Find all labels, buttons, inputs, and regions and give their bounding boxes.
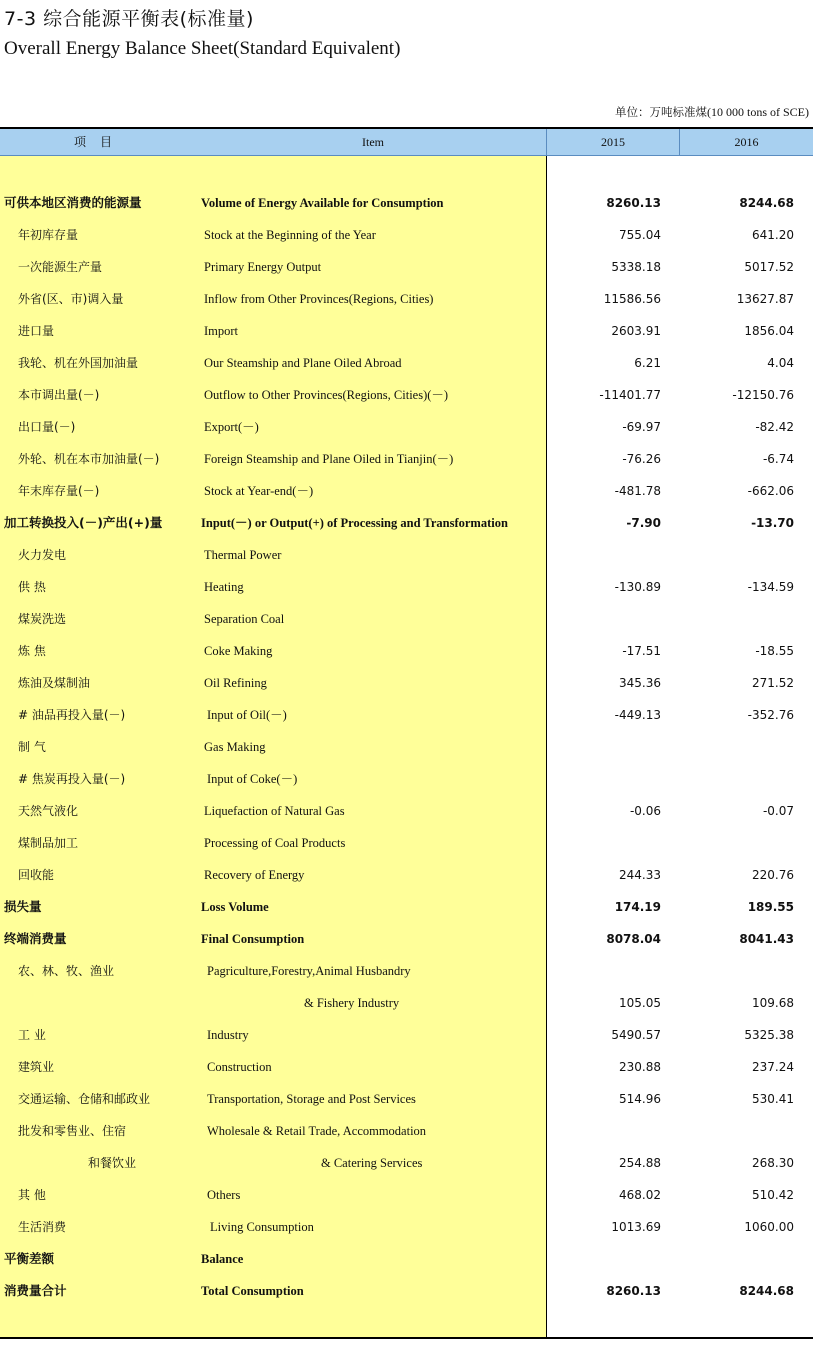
table-row — [0, 699, 813, 731]
value-2016: -662.06 — [747, 484, 794, 498]
row-label-cn: # 油品再投入量(－) — [18, 708, 126, 722]
value-2015: 1013.69 — [611, 1220, 661, 1234]
header-item-cn: 项目 — [73, 135, 126, 149]
value-2016: 8244.68 — [739, 196, 794, 210]
energy-balance-table — [0, 127, 813, 1339]
header-year-2016: 2016 — [734, 135, 759, 149]
value-2016: 1060.00 — [744, 1220, 794, 1234]
value-2015: -130.89 — [614, 580, 661, 594]
table-row — [0, 1243, 813, 1275]
value-2016: 237.24 — [752, 1060, 794, 1074]
row-label-cn: 交通运输、仓储和邮政业 — [18, 1092, 151, 1106]
value-2016: 271.52 — [752, 676, 794, 690]
row-label-en: Liquefaction of Natural Gas — [204, 804, 345, 818]
value-2016: 5325.38 — [744, 1028, 794, 1042]
row-label-cn: 我轮、机在外国加油量 — [18, 356, 139, 370]
row-label-en: Primary Energy Output — [204, 260, 322, 274]
row-label-en: Oil Refining — [204, 676, 267, 690]
row-label-cn: 终端消费量 — [4, 931, 67, 946]
row-label-cn: 炼油及煤制油 — [18, 676, 91, 690]
value-2015: -449.13 — [614, 708, 661, 722]
value-2016: 268.30 — [752, 1156, 794, 1170]
table-bottom-rule — [0, 1337, 813, 1339]
value-2016: -82.42 — [755, 420, 794, 434]
row-label-en: Heating — [204, 580, 244, 594]
value-2015: 2603.91 — [611, 324, 661, 338]
row-label-cn: 建筑业 — [18, 1060, 55, 1074]
row-label-en: Processing of Coal Products — [204, 836, 346, 850]
unit-label-en: (10 000 tons of SCE) — [707, 105, 809, 119]
table-row — [0, 1275, 813, 1307]
row-label-cn: 煤制品加工 — [18, 836, 79, 850]
value-2015 — [547, 539, 661, 571]
row-label-en: Volume of Energy Available for Consumption — [201, 196, 444, 210]
header-item-en: Item — [362, 135, 384, 149]
value-2015: -17.51 — [622, 644, 661, 658]
value-2016: -134.59 — [747, 580, 794, 594]
value-2015: 174.19 — [614, 900, 661, 914]
value-2015: -7.90 — [626, 516, 661, 530]
row-label-en: Input of Coke(－) — [207, 772, 298, 786]
value-2016 — [680, 827, 794, 859]
row-label-cn: 天然气液化 — [18, 804, 79, 818]
unit-label — [615, 104, 809, 120]
row-label-cn: 年初库存量 — [18, 228, 79, 242]
table-row — [0, 411, 813, 443]
row-label-en: Gas Making — [204, 740, 266, 754]
row-label-cn: 外轮、机在本市加油量(－) — [18, 452, 160, 466]
value-2015: 105.05 — [619, 996, 661, 1010]
value-2015: -69.97 — [622, 420, 661, 434]
row-label-en: Recovery of Energy — [204, 868, 305, 882]
value-2016: 1856.04 — [744, 324, 794, 338]
row-label-en: Input(－) or Output(+) of Processing and Transformation — [201, 516, 508, 530]
row-label-en: Others — [207, 1188, 241, 1202]
table-row — [0, 1211, 813, 1243]
row-label-cn: 年末库存量(－) — [18, 484, 100, 498]
page-title-en: Overall Energy Balance Sheet(Standard Equivalent) — [4, 38, 401, 59]
row-label-en: Thermal Power — [204, 548, 282, 562]
row-label-cn: 制 气 — [18, 740, 46, 754]
row-label-cn: 消费量合计 — [4, 1283, 67, 1298]
row-label-cn: 批发和零售业、住宿 — [18, 1124, 127, 1138]
value-2015: 345.36 — [619, 676, 661, 690]
value-2015 — [547, 827, 661, 859]
row-label-en: & Catering Services — [321, 1156, 423, 1170]
row-label-en: Transportation, Storage and Post Services — [207, 1092, 416, 1106]
value-2016: -352.76 — [747, 708, 794, 722]
value-2016: 530.41 — [752, 1092, 794, 1106]
table-row — [0, 891, 813, 923]
value-2015: 8078.04 — [606, 932, 661, 946]
value-2015: -11401.77 — [599, 388, 661, 402]
header-year-2015: 2015 — [601, 135, 625, 149]
row-label-en: Stock at Year-end(－) — [204, 484, 314, 498]
table-row — [0, 1019, 813, 1051]
row-label-cn: 出口量(－) — [18, 420, 76, 434]
table-row — [0, 1051, 813, 1083]
row-label-en: Wholesale & Retail Trade, Accommodation — [207, 1124, 427, 1138]
value-2015 — [547, 731, 661, 763]
value-2016 — [680, 603, 794, 635]
value-2016: -6.74 — [762, 452, 794, 466]
row-label-cn: 进口量 — [18, 324, 55, 338]
value-2016: -18.55 — [755, 644, 794, 658]
table-row — [0, 923, 813, 955]
table-header — [0, 129, 813, 156]
row-label-en: Final Consumption — [201, 932, 305, 946]
table-row — [0, 955, 813, 987]
value-2015: 230.88 — [619, 1060, 661, 1074]
row-label-en: Export(－) — [204, 420, 259, 434]
value-2015 — [547, 1243, 661, 1275]
value-2016: 189.55 — [747, 900, 794, 914]
row-label-cn: 加工转换投入(－)产出(+)量 — [4, 515, 163, 530]
row-label-en: Industry — [207, 1028, 249, 1042]
value-2016 — [680, 1115, 794, 1147]
value-2015: 514.96 — [619, 1092, 661, 1106]
value-2016: -13.70 — [751, 516, 794, 530]
value-2015: 244.33 — [619, 868, 661, 882]
value-2015: -76.26 — [622, 452, 661, 466]
table-row — [0, 283, 813, 315]
table-row — [0, 667, 813, 699]
value-2016: 641.20 — [752, 228, 794, 242]
table-row — [0, 1115, 813, 1147]
row-label-en: Construction — [207, 1060, 272, 1074]
table-row — [0, 795, 813, 827]
table-row — [0, 571, 813, 603]
value-2016: 13627.87 — [736, 292, 794, 306]
row-label-cn: 回收能 — [18, 868, 55, 882]
value-2015: 5490.57 — [611, 1028, 661, 1042]
value-2015: 8260.13 — [606, 1284, 661, 1298]
row-label-cn: 损失量 — [4, 899, 42, 914]
row-label-en: & Fishery Industry — [304, 996, 400, 1010]
row-label-en: Total Consumption — [201, 1284, 304, 1298]
value-2015: 6.21 — [634, 356, 661, 370]
table-row — [0, 635, 813, 667]
page-title-cn: 7-3 综合能源平衡表(标准量) — [4, 8, 254, 30]
value-2016: 109.68 — [752, 996, 794, 1010]
table-row — [0, 187, 813, 219]
row-label-cn: 炼 焦 — [18, 644, 46, 658]
table-row — [0, 1083, 813, 1115]
table-row — [0, 731, 813, 763]
table-row — [0, 603, 813, 635]
row-label-cn: 生活消费 — [18, 1220, 67, 1234]
row-label-en: Loss Volume — [201, 900, 269, 914]
row-label-cn: 工 业 — [18, 1028, 46, 1042]
value-2016: 8041.43 — [739, 932, 794, 946]
table-row — [0, 827, 813, 859]
table-row — [0, 859, 813, 891]
table-row — [0, 763, 813, 795]
value-2015: -0.06 — [629, 804, 661, 818]
row-label-en: Our Steamship and Plane Oiled Abroad — [204, 356, 402, 370]
value-2015 — [547, 955, 661, 987]
value-2015: 8260.13 — [606, 196, 661, 210]
row-label-en: Pagriculture,Forestry,Animal Husbandry — [207, 964, 411, 978]
value-2015: 5338.18 — [611, 260, 661, 274]
row-label-en: Stock at the Beginning of the Year — [204, 228, 376, 242]
table-row — [0, 539, 813, 571]
value-2015: 254.88 — [619, 1156, 661, 1170]
table-row — [0, 379, 813, 411]
table-row — [0, 507, 813, 539]
value-2016 — [680, 955, 794, 987]
value-2016 — [680, 763, 794, 795]
value-2016: 4.04 — [767, 356, 794, 370]
value-2015 — [547, 603, 661, 635]
row-label-en: Input of Oil(－) — [207, 708, 287, 722]
row-label-cn: 火力发电 — [18, 548, 67, 562]
value-2016: 8244.68 — [739, 1284, 794, 1298]
row-label-cn: 可供本地区消费的能源量 — [4, 195, 142, 210]
value-2016: 5017.52 — [744, 260, 794, 274]
row-label-en: Separation Coal — [204, 612, 285, 626]
row-label-en: Balance — [201, 1252, 244, 1266]
unit-label-cn: 单位：万吨标准煤 — [615, 105, 707, 119]
row-label-cn: 和餐饮业 — [88, 1156, 137, 1170]
table-row — [0, 315, 813, 347]
row-label-cn: 本市调出量(－) — [18, 388, 100, 402]
table-row — [0, 251, 813, 283]
row-label-cn: 煤炭洗选 — [18, 612, 67, 626]
table-row — [0, 1179, 813, 1211]
value-2015: 11586.56 — [603, 292, 661, 306]
row-label-en: Outflow to Other Provinces(Regions, Cities)(－) — [204, 388, 449, 402]
row-label-en: Import — [204, 324, 239, 338]
value-2016: 510.42 — [752, 1188, 794, 1202]
row-label-cn: 外省(区、市)调入量 — [18, 292, 124, 306]
value-2015 — [547, 763, 661, 795]
table-row — [0, 443, 813, 475]
value-2015: 468.02 — [619, 1188, 661, 1202]
value-2016: -12150.76 — [732, 388, 794, 402]
value-2016 — [680, 539, 794, 571]
value-2016 — [680, 1243, 794, 1275]
table-row — [0, 987, 813, 1019]
value-2016: 220.76 — [752, 868, 794, 882]
row-label-en: Foreign Steamship and Plane Oiled in Tianjin(－) — [204, 452, 454, 466]
table-row — [0, 347, 813, 379]
row-label-cn: 农、林、牧、渔业 — [18, 964, 115, 978]
value-2015: 755.04 — [619, 228, 661, 242]
row-label-en: Inflow from Other Provinces(Regions, Cities) — [204, 292, 434, 306]
row-label-cn: # 焦炭再投入量(－) — [18, 772, 126, 786]
row-label-en: Living Consumption — [210, 1220, 314, 1234]
value-2016 — [680, 731, 794, 763]
table-row — [0, 475, 813, 507]
value-2015 — [547, 1115, 661, 1147]
value-2015: -481.78 — [614, 484, 661, 498]
row-label-cn: 供 热 — [18, 580, 46, 594]
table-row — [0, 1147, 813, 1179]
table-row — [0, 219, 813, 251]
row-label-cn: 一次能源生产量 — [18, 260, 103, 274]
row-label-en: Coke Making — [204, 644, 273, 658]
row-label-cn: 其 他 — [18, 1188, 46, 1202]
row-label-cn: 平衡差额 — [4, 1251, 55, 1266]
value-2016: -0.07 — [762, 804, 794, 818]
